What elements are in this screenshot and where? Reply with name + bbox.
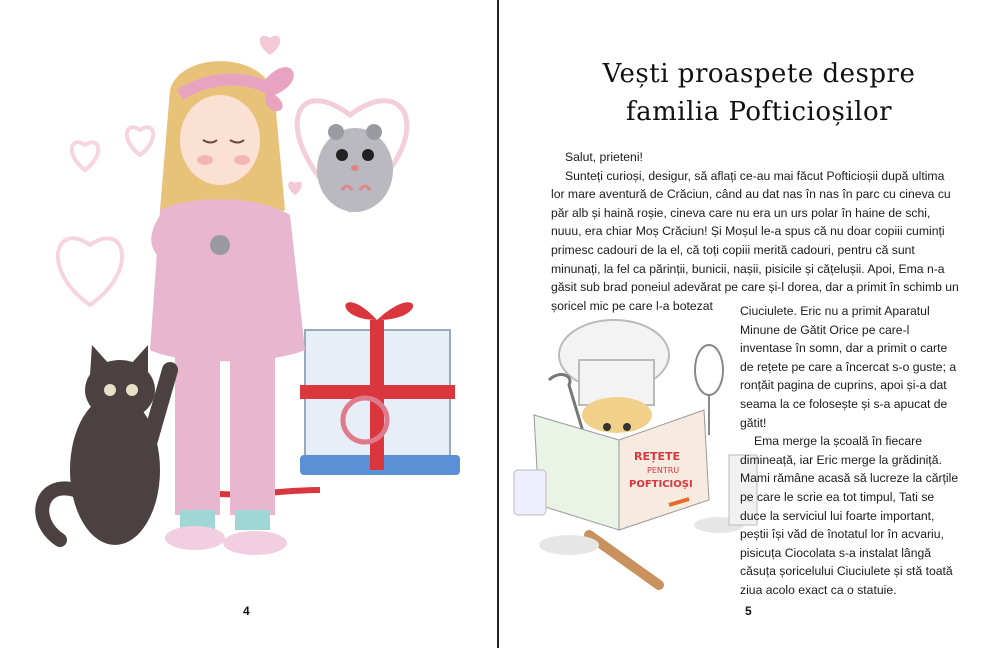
rolling-pin-icon [589,535,659,585]
paragraph-1-continued: Ciuciulete. Eric nu a primit Aparatul Minune de Gătit Orice pe care-l inventase în somn, dar a primit o carte de rețete pe care a încercat s-o guste; a ronțăit pagina de cuprins, apoi și-a dat seama la ce folosește și s-a apucat de gătit! [740,304,957,430]
cat-icon [42,345,170,545]
page-number: 5 [745,604,752,618]
book-cover-line3: POFTICIOȘI [629,479,693,490]
paragraph-2: Ema merge la școală în fiecare dimineață, iar Eric merge la grădiniță. Mami rămâne acasă să lucreze la cărțile pe care le scrie ea tot timpul, Tati se duce la serviciul lui foarte important, peștii își văd de înotatul lor în acvariu, pisicuța Ciocolata s-a instalat lângă căsuța șoricelului Ciuciulete și stă toată ziua acolo exact ca o statuie. [740,434,959,597]
small-hamster-icon [210,235,230,255]
chapter-title-line1: Vești proaspete despre [602,59,916,89]
book-cover-line1: REȚETE [634,450,681,463]
chapter-title-line2: familia Pofticioșilor [625,97,893,127]
glass-icon [514,470,546,515]
story-text-column [740,302,962,600]
girl-with-cat-and-hamster-illustration [20,20,480,590]
chef-boy-illustration [509,315,759,595]
paragraph-1: Sunteți curioși, desigur, să aflați ce-au mai făcut Pofticioșii după ultima lor mare aventură de Crăciun, când au dat nas în nas în parc cu cineva cu păr alb și haină roșie, cineva care nu era un urs polar în haine de schi, nuuu, era chiar Moș Crăciun! Și Moșul le-a spus că nu doar copiii cuminți primesc cadouri de la el, că toți copiii merită cadouri, pentru că sunt minunați, la fel ca părinții, bunicii, nașii, pisicile și cățelușii. Apoi, Ema n-a găsit sub brad poneiul adevărat pe care și-l dorea, dar a primit în schimb un șoricel mic pe care l-a botezat [551,168,959,313]
small-hearts-icon [58,127,153,305]
chef-hat-icon [559,320,669,405]
right-page [499,0,982,648]
chapter-title [539,55,979,131]
page-number: 4 [243,604,250,618]
greeting: Salut, prieteni! [565,150,643,164]
hamster-icon [317,124,393,212]
story-text-top [551,148,961,315]
boy-hair-icon [582,397,652,433]
girl-icon [150,61,305,555]
book-cover-line2: PENTRU [647,466,680,475]
